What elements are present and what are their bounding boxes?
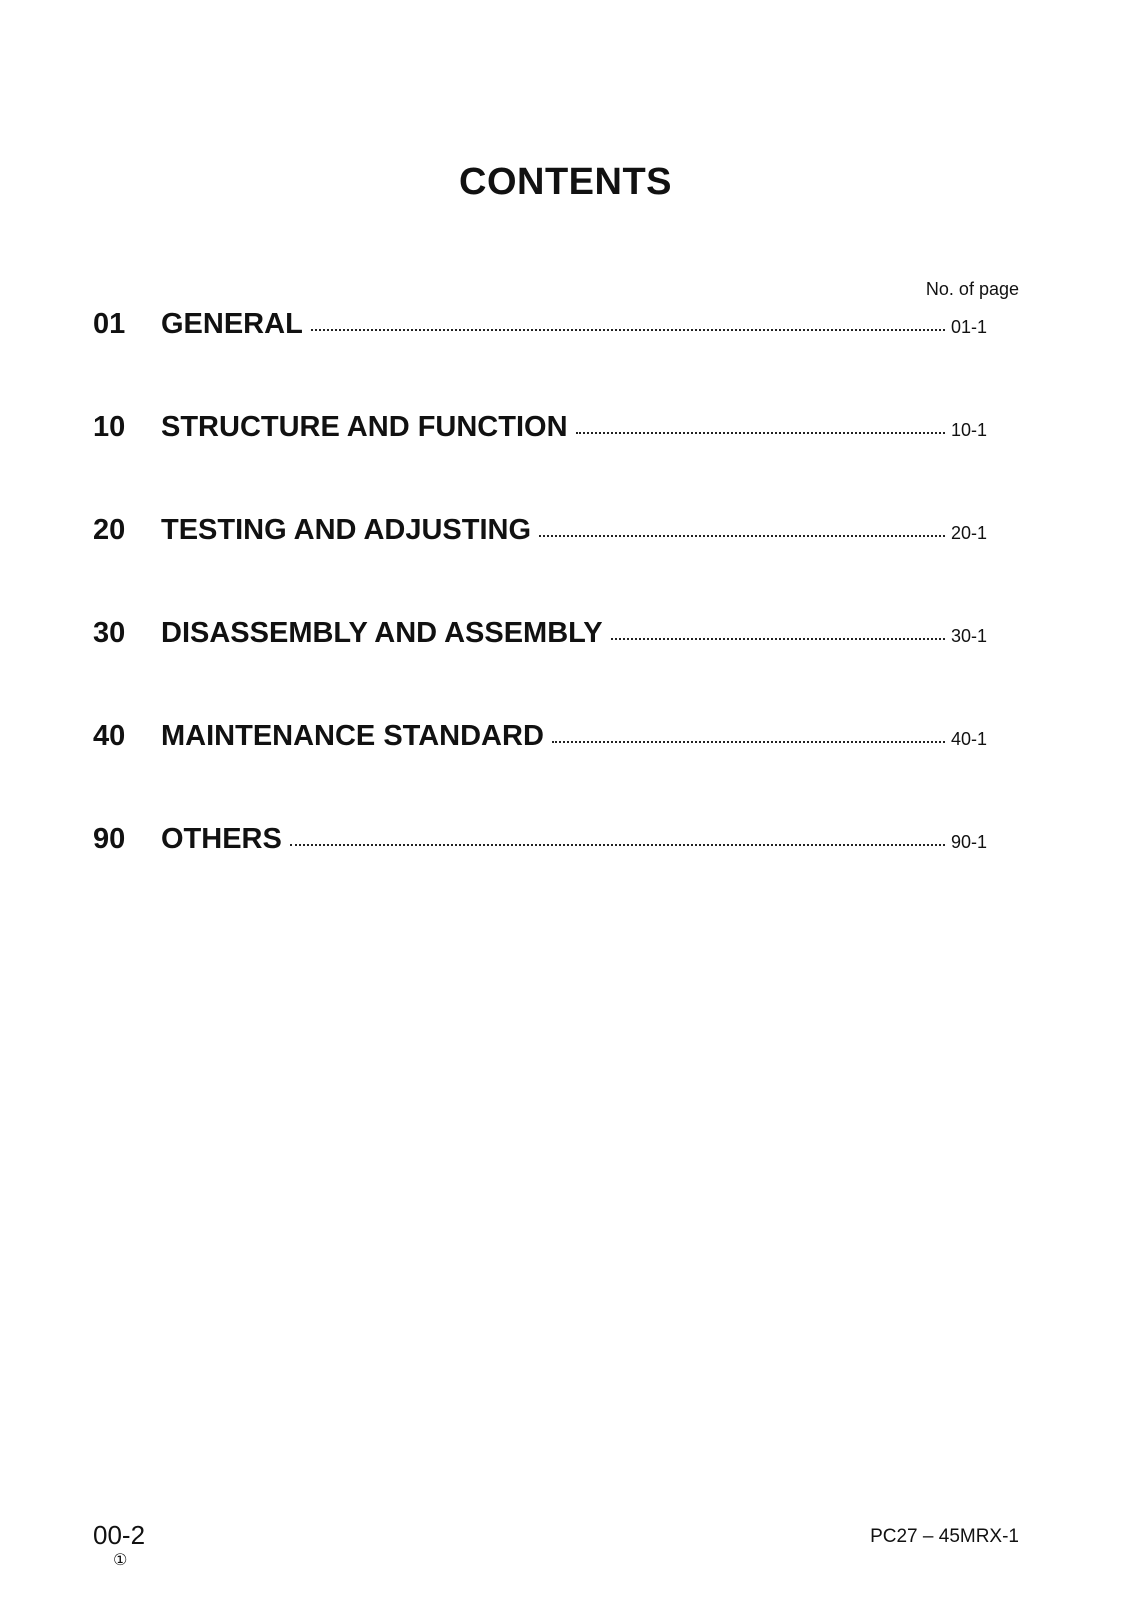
toc-entry-title: OTHERS (161, 823, 282, 855)
dot-leader (611, 638, 945, 640)
column-header-no-of-page: No. of page (925, 279, 1019, 299)
toc-entry-page: 10-1 (951, 420, 988, 440)
toc-entry-title: DISASSEMBLY AND ASSEMBLY (161, 617, 603, 649)
footer-model-name: PC27 – 45MRX-1 (870, 1526, 1019, 1547)
toc-entry-structure-and-function[interactable] (93, 411, 993, 514)
toc-entry-number: 90 (93, 823, 126, 855)
toc-entry-maintenance-standard[interactable] (93, 720, 993, 823)
toc-entry-page: 30-1 (951, 626, 988, 646)
toc-entry-page: 90-1 (951, 832, 988, 852)
table-of-contents (93, 308, 993, 926)
dot-leader (576, 432, 945, 434)
toc-entry-title: GENERAL (161, 308, 303, 340)
dot-leader (311, 329, 945, 331)
toc-entry-number: 10 (93, 411, 126, 443)
footer-revision-mark: ① (113, 1552, 128, 1569)
toc-entry-page: 40-1 (951, 729, 988, 749)
dot-leader (290, 844, 945, 846)
toc-entry-page: 01-1 (951, 317, 988, 337)
toc-entry-others[interactable] (93, 823, 993, 926)
toc-entry-disassembly-and-assembly[interactable] (93, 617, 993, 720)
toc-entry-number: 20 (93, 514, 126, 546)
toc-entry-number: 40 (93, 720, 126, 752)
page-title: CONTENTS (459, 161, 672, 203)
toc-entry-testing-and-adjusting[interactable] (93, 514, 993, 617)
footer-page-number: 00-2 (93, 1520, 146, 1550)
toc-entry-general[interactable] (93, 308, 993, 411)
dot-leader (552, 741, 945, 743)
toc-entry-page: 20-1 (951, 523, 988, 543)
toc-entry-title: MAINTENANCE STANDARD (161, 720, 544, 752)
toc-entry-number: 01 (93, 308, 126, 340)
toc-entry-title: STRUCTURE AND FUNCTION (161, 411, 568, 443)
toc-entry-number: 30 (93, 617, 126, 649)
toc-entry-title: TESTING AND ADJUSTING (161, 514, 532, 546)
dot-leader (539, 535, 945, 537)
